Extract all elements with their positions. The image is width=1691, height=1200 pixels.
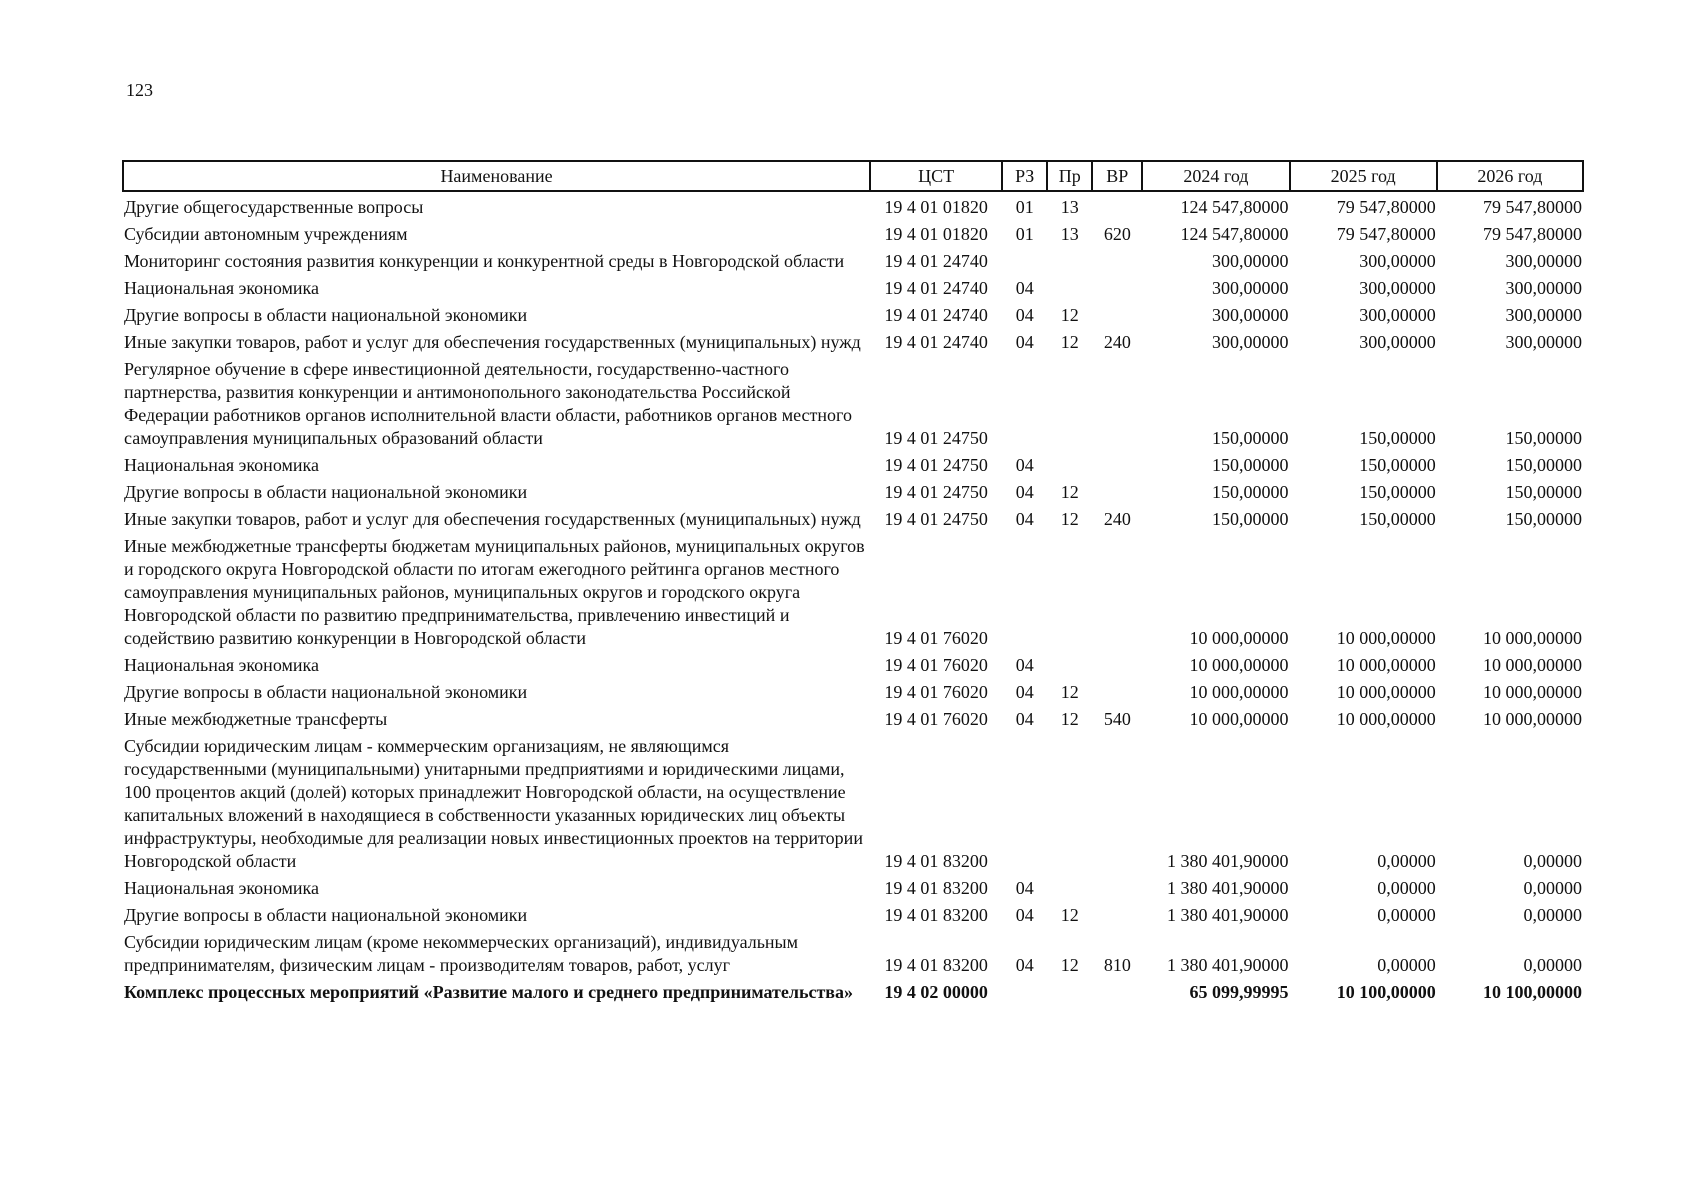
row-pr: 12 <box>1060 332 1079 352</box>
row-amount-2024: 1 380 401,90000 <box>1167 905 1289 925</box>
row-rz: 04 <box>1015 955 1034 975</box>
row-amount-2026: 300,00000 <box>1505 278 1582 298</box>
row-amount-2025: 10 000,00000 <box>1336 682 1436 702</box>
row-rz: 01 <box>1015 224 1034 244</box>
row-amount-2024: 300,00000 <box>1212 305 1289 325</box>
row-name: Другие вопросы в области национальной экономики <box>124 305 528 325</box>
row-amount-2024: 150,00000 <box>1212 509 1289 529</box>
header-pr: Пр <box>1047 161 1092 191</box>
table-row <box>123 873 1583 900</box>
row-name: Иные закупки товаров, работ и услуг для обеспечения государственных (муниципальных) нужд <box>124 332 861 352</box>
row-cst: 19 4 01 01820 <box>884 224 988 244</box>
row-pr <box>1047 977 1092 1004</box>
row-amount-2025: 10 000,00000 <box>1336 628 1436 648</box>
row-cst: 19 4 01 24740 <box>884 332 988 352</box>
table-row <box>123 477 1583 504</box>
row-pr: 12 <box>1060 682 1079 702</box>
row-amount-2026: 0,00000 <box>1523 851 1582 871</box>
row-vr <box>1092 731 1142 873</box>
row-pr: 12 <box>1060 305 1079 325</box>
row-amount-2025: 10 000,00000 <box>1336 709 1436 729</box>
row-rz <box>1002 246 1047 273</box>
row-amount-2024: 150,00000 <box>1212 455 1289 475</box>
row-amount-2024: 10 000,00000 <box>1189 709 1289 729</box>
row-amount-2024: 150,00000 <box>1212 428 1289 448</box>
row-pr <box>1047 246 1092 273</box>
row-amount-2025: 150,00000 <box>1359 482 1436 502</box>
row-amount-2026: 0,00000 <box>1523 905 1582 925</box>
row-cst: 19 4 01 24740 <box>884 278 988 298</box>
row-amount-2024: 1 380 401,90000 <box>1167 878 1289 898</box>
row-rz: 01 <box>1015 197 1034 217</box>
row-pr: 12 <box>1060 905 1079 925</box>
table-row <box>123 977 1583 1004</box>
row-cst: 19 4 01 76020 <box>884 709 988 729</box>
row-amount-2026: 0,00000 <box>1523 955 1582 975</box>
row-pr <box>1047 531 1092 650</box>
row-amount-2024: 10 000,00000 <box>1189 655 1289 675</box>
row-amount-2024: 300,00000 <box>1212 278 1289 298</box>
row-pr <box>1047 873 1092 900</box>
row-pr: 12 <box>1060 482 1079 502</box>
row-cst: 19 4 01 76020 <box>884 655 988 675</box>
row-cst: 19 4 01 83200 <box>884 955 988 975</box>
row-name: Национальная экономика <box>124 878 319 898</box>
row-vr <box>1092 531 1142 650</box>
row-pr: 12 <box>1060 709 1079 729</box>
row-vr <box>1092 977 1142 1004</box>
row-cst: 19 4 01 24740 <box>884 251 988 271</box>
table-header <box>123 161 1583 191</box>
budget-table <box>122 160 1584 1004</box>
row-pr <box>1047 650 1092 677</box>
row-rz: 04 <box>1015 905 1034 925</box>
row-name: Иные закупки товаров, работ и услуг для обеспечения государственных (муниципальных) нужд <box>124 509 861 529</box>
row-rz: 04 <box>1015 305 1034 325</box>
header-2025: 2025 год <box>1290 161 1437 191</box>
row-amount-2026: 150,00000 <box>1505 455 1582 475</box>
row-cst: 19 4 01 24740 <box>884 305 988 325</box>
row-amount-2026: 150,00000 <box>1505 428 1582 448</box>
table-row <box>123 354 1583 450</box>
row-vr <box>1092 900 1142 927</box>
row-rz: 04 <box>1015 278 1034 298</box>
row-vr <box>1092 246 1142 273</box>
row-rz: 04 <box>1015 509 1034 529</box>
row-pr <box>1047 731 1092 873</box>
row-amount-2024: 10 000,00000 <box>1189 628 1289 648</box>
row-amount-2025: 300,00000 <box>1359 278 1436 298</box>
row-name: Регулярное обучение в сфере инвестиционной деятельности, государственно-частного партнерства, развития конкуренции и антимонопольного законодательства Российской Федерации работников органов исполнительной власти области, работников органов местного самоуправления муниципальных образований области <box>124 359 852 448</box>
row-amount-2025: 10 100,00000 <box>1336 982 1436 1002</box>
row-vr <box>1092 677 1142 704</box>
row-vr <box>1092 650 1142 677</box>
row-name: Другие вопросы в области национальной экономики <box>124 905 528 925</box>
row-vr: 240 <box>1103 509 1131 529</box>
row-amount-2026: 300,00000 <box>1505 251 1582 271</box>
row-pr: 12 <box>1060 955 1079 975</box>
header-2024: 2024 год <box>1142 161 1289 191</box>
row-amount-2024: 65 099,99995 <box>1189 982 1289 1002</box>
row-amount-2024: 10 000,00000 <box>1189 682 1289 702</box>
row-vr: 540 <box>1103 709 1131 729</box>
row-rz <box>1002 354 1047 450</box>
row-amount-2026: 300,00000 <box>1505 332 1582 352</box>
row-amount-2025: 0,00000 <box>1377 905 1436 925</box>
row-name: Национальная экономика <box>124 455 319 475</box>
table-row <box>123 927 1583 977</box>
row-name: Другие общегосударственные вопросы <box>124 197 424 217</box>
row-amount-2025: 10 000,00000 <box>1336 655 1436 675</box>
row-amount-2026: 79 547,80000 <box>1483 224 1582 244</box>
table-row <box>123 900 1583 927</box>
row-amount-2024: 150,00000 <box>1212 482 1289 502</box>
row-cst: 19 4 01 01820 <box>884 197 988 217</box>
row-name: Субсидии автономным учреждениям <box>124 224 408 244</box>
row-rz <box>1002 531 1047 650</box>
table-row <box>123 300 1583 327</box>
row-pr <box>1047 273 1092 300</box>
row-vr: 620 <box>1103 224 1131 244</box>
row-name: Мониторинг состояния развития конкуренции и конкурентной среды в Новгородской области <box>124 251 845 271</box>
row-amount-2025: 79 547,80000 <box>1336 224 1436 244</box>
row-vr <box>1092 873 1142 900</box>
table-row <box>123 450 1583 477</box>
row-vr <box>1092 450 1142 477</box>
row-amount-2025: 300,00000 <box>1359 305 1436 325</box>
table-row <box>123 504 1583 531</box>
row-rz: 04 <box>1015 878 1034 898</box>
row-vr <box>1092 273 1142 300</box>
table-row <box>123 731 1583 873</box>
table-row <box>123 677 1583 704</box>
row-cst: 19 4 01 76020 <box>884 682 988 702</box>
row-name: Субсидии юридическим лицам - коммерческим организациям, не являющимся государственными (муниципальными) унитарными предприятиями и юридическими лицами, 100 процентов акций (долей) которых принадлежит Новгородской области, на осуществление капитальных вложений в находящиеся в собственности указанных юридических лиц объекты инфраструктуры, необходимые для реализации новых инвестиционных проектов на территории Новгородской области <box>124 736 863 871</box>
row-pr: 13 <box>1060 197 1079 217</box>
row-rz: 04 <box>1015 682 1034 702</box>
row-name: Иные межбюджетные трансферты <box>124 709 388 729</box>
row-rz <box>1002 977 1047 1004</box>
row-amount-2024: 1 380 401,90000 <box>1167 851 1289 871</box>
row-cst: 19 4 02 00000 <box>884 982 988 1002</box>
row-amount-2025: 150,00000 <box>1359 428 1436 448</box>
header-name: Наименование <box>123 161 870 191</box>
table-row <box>123 531 1583 650</box>
row-name: Иные межбюджетные трансферты бюджетам муниципальных районов, муниципальных округов и городского округа Новгородской области по итогам ежегодного рейтинга органов местного самоуправления муниципальных районов, муниципальных округов и городского округа Новгородской области по развитию предпринимательства, привлечению инвестиций и содействию развитию конкуренции в Новгородской области <box>124 536 865 648</box>
row-name: Другие вопросы в области национальной экономики <box>124 682 528 702</box>
row-amount-2024: 124 547,80000 <box>1180 197 1289 217</box>
row-cst: 19 4 01 76020 <box>884 628 988 648</box>
row-cst: 19 4 01 83200 <box>884 878 988 898</box>
table-row <box>123 246 1583 273</box>
table-row <box>123 327 1583 354</box>
row-amount-2025: 0,00000 <box>1377 878 1436 898</box>
row-amount-2026: 150,00000 <box>1505 509 1582 529</box>
row-amount-2026: 10 000,00000 <box>1483 655 1582 675</box>
row-pr <box>1047 354 1092 450</box>
row-vr <box>1092 300 1142 327</box>
row-rz <box>1002 731 1047 873</box>
row-rz: 04 <box>1015 332 1034 352</box>
page-number: 123 <box>126 80 153 100</box>
row-amount-2024: 300,00000 <box>1212 251 1289 271</box>
row-pr: 12 <box>1060 509 1079 529</box>
row-amount-2026: 300,00000 <box>1505 305 1582 325</box>
row-cst: 19 4 01 83200 <box>884 851 988 871</box>
row-amount-2024: 1 380 401,90000 <box>1167 955 1289 975</box>
row-amount-2024: 300,00000 <box>1212 332 1289 352</box>
row-amount-2026: 0,00000 <box>1523 878 1582 898</box>
table-row <box>123 219 1583 246</box>
table-row <box>123 704 1583 731</box>
row-pr: 13 <box>1060 224 1079 244</box>
header-2026: 2026 год <box>1437 161 1583 191</box>
row-amount-2026: 10 100,00000 <box>1483 982 1582 1002</box>
row-amount-2025: 300,00000 <box>1359 332 1436 352</box>
row-vr <box>1092 354 1142 450</box>
row-cst: 19 4 01 24750 <box>884 455 988 475</box>
row-amount-2026: 10 000,00000 <box>1483 682 1582 702</box>
row-amount-2025: 150,00000 <box>1359 509 1436 529</box>
row-vr <box>1092 477 1142 504</box>
row-pr <box>1047 450 1092 477</box>
row-name: Комплекс процессных мероприятий «Развитие малого и среднего предпринимательства» <box>124 982 854 1002</box>
row-vr: 240 <box>1103 332 1131 352</box>
row-amount-2026: 10 000,00000 <box>1483 709 1582 729</box>
header-cst: ЦСТ <box>870 161 1002 191</box>
row-cst: 19 4 01 24750 <box>884 509 988 529</box>
row-rz: 04 <box>1015 709 1034 729</box>
row-amount-2025: 0,00000 <box>1377 851 1436 871</box>
header-vr: ВР <box>1092 161 1142 191</box>
row-amount-2026: 10 000,00000 <box>1483 628 1582 648</box>
row-name: Другие вопросы в области национальной экономики <box>124 482 528 502</box>
table-body <box>123 191 1583 1004</box>
row-amount-2025: 79 547,80000 <box>1336 197 1436 217</box>
row-amount-2026: 79 547,80000 <box>1483 197 1582 217</box>
table-row <box>123 273 1583 300</box>
table-row <box>123 650 1583 677</box>
row-amount-2025: 0,00000 <box>1377 955 1436 975</box>
row-name: Национальная экономика <box>124 278 319 298</box>
row-rz: 04 <box>1015 482 1034 502</box>
row-vr: 810 <box>1103 955 1131 975</box>
table-row <box>123 191 1583 219</box>
row-rz: 04 <box>1015 455 1034 475</box>
row-rz: 04 <box>1015 655 1034 675</box>
row-cst: 19 4 01 24750 <box>884 428 988 448</box>
header-rz: РЗ <box>1002 161 1047 191</box>
row-cst: 19 4 01 24750 <box>884 482 988 502</box>
row-name: Национальная экономика <box>124 655 319 675</box>
row-amount-2026: 150,00000 <box>1505 482 1582 502</box>
row-amount-2024: 124 547,80000 <box>1180 224 1289 244</box>
row-name: Субсидии юридическим лицам (кроме некоммерческих организаций), индивидуальным предпринимателям, физическим лицам - производителям товаров, работ, услуг <box>124 932 799 975</box>
row-vr <box>1092 191 1142 219</box>
row-cst: 19 4 01 83200 <box>884 905 988 925</box>
row-amount-2025: 150,00000 <box>1359 455 1436 475</box>
row-amount-2025: 300,00000 <box>1359 251 1436 271</box>
